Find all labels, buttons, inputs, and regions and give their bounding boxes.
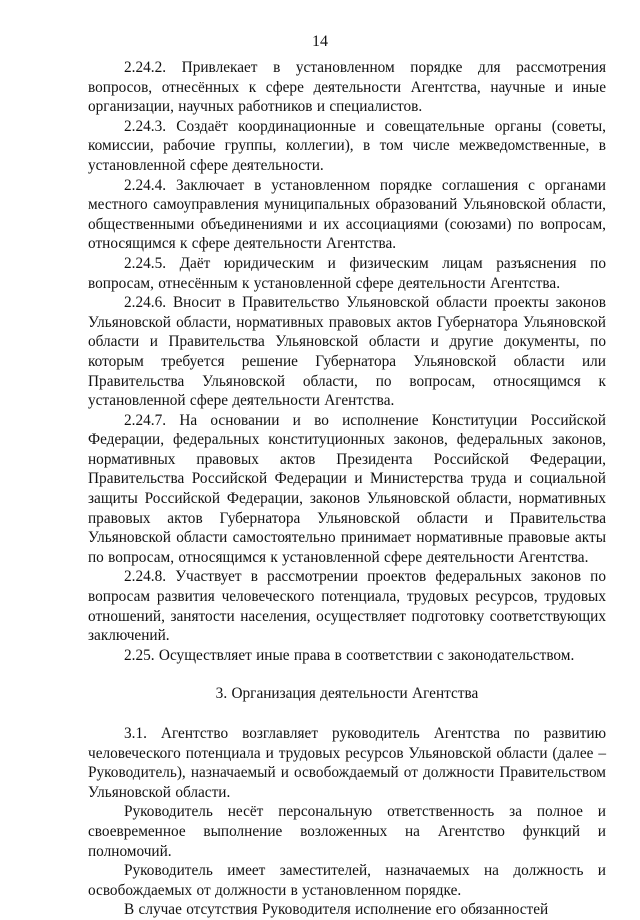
paragraph-2-24-8: 2.24.8. Участвует в рассмотрении проектов федеральных законов по вопросам развития человеческого потенциала, трудовых ресурсов, трудовых отношений, занятости населения, осуществляет подготовку соответствующих заключений. xyxy=(88,568,606,645)
paragraph-absence: В случае отсутствия Руководителя исполнение его обязанностей xyxy=(124,901,549,919)
paragraph-2-24-7: 2.24.7. На основании и во исполнение Конституции Российской Федерации, федеральных конституционных законов, федеральных законов, нормативных правовых актов Президента Российской Федерации, Правительства Российской Федерации и Министерства труда и социальной защиты Российской Федерации, законов Ульяновской области, нормативных правовых актов Губернатора Ульяновской области и Правительства Ульяновской области самостоятельно принимает нормативные правовые акты по вопросам, относящимся к установленной сфере деятельности Агентства. xyxy=(88,411,606,566)
document-body xyxy=(88,58,606,920)
paragraph-2-24-3: 2.24.3. Создаёт координационные и совещательные органы (советы, комиссии, рабочие группы, коллегии), в том числе межведомственные, в установленной сфере деятельности. xyxy=(88,117,606,174)
paragraph-3-1: 3.1. Агентство возглавляет руководитель Агентства по развитию человеческого потенциала и трудовых ресурсов Ульяновской области (далее – Руководитель), назначаемый и освобождаемый от должности Правительством Ульяновской области. xyxy=(88,725,606,801)
paragraph-2-24-4: 2.24.4. Заключает в установленном порядке соглашения с органами местного самоуправления муниципальных образований Ульяновской области, общественными объединениями и их ассоциациями (союзами) по вопросам, относящимся к сфере деятельности Агентства. xyxy=(88,176,606,253)
section-heading: 3. Организация деятельности Агентства xyxy=(215,685,479,703)
page-number: 14 xyxy=(312,33,328,50)
paragraph-2-24-5: 2.24.5. Даёт юридическим и физическим лицам разъяснения по вопросам, отнесённым к установленной сфере деятельности Агентства. xyxy=(88,254,606,292)
paragraph-responsibility: Руководитель несёт персональную ответственность за полное и своевременное выполнение возложенных на Агентство функций и полномочий. xyxy=(88,803,606,860)
paragraph-deputies: Руководитель имеет заместителей, назначаемых на должность и освобождаемых от должности в установленном порядке. xyxy=(88,862,606,899)
paragraph-2-24-2: 2.24.2. Привлекает в установленном порядке для рассмотрения вопросов, отнесённых к сфере деятельности Агентства, научные и иные организации, научных работников и специалистов. xyxy=(88,59,606,116)
paragraph-2-24-6: 2.24.6. Вносит в Правительство Ульяновской области проекты законов Ульяновской области, нормативных правовых актов Губернатора Ульяновской области и Правительства Ульяновской области и другие документы, по которым требуется решение Губернатора Ульяновской области или Правительства Ульяновской области, по вопросам, относящимся к установленной сфере деятельности Агентства. xyxy=(88,294,606,410)
paragraph-2-25: 2.25. Осуществляет иные права в соответствии с законодательством. xyxy=(124,646,575,664)
